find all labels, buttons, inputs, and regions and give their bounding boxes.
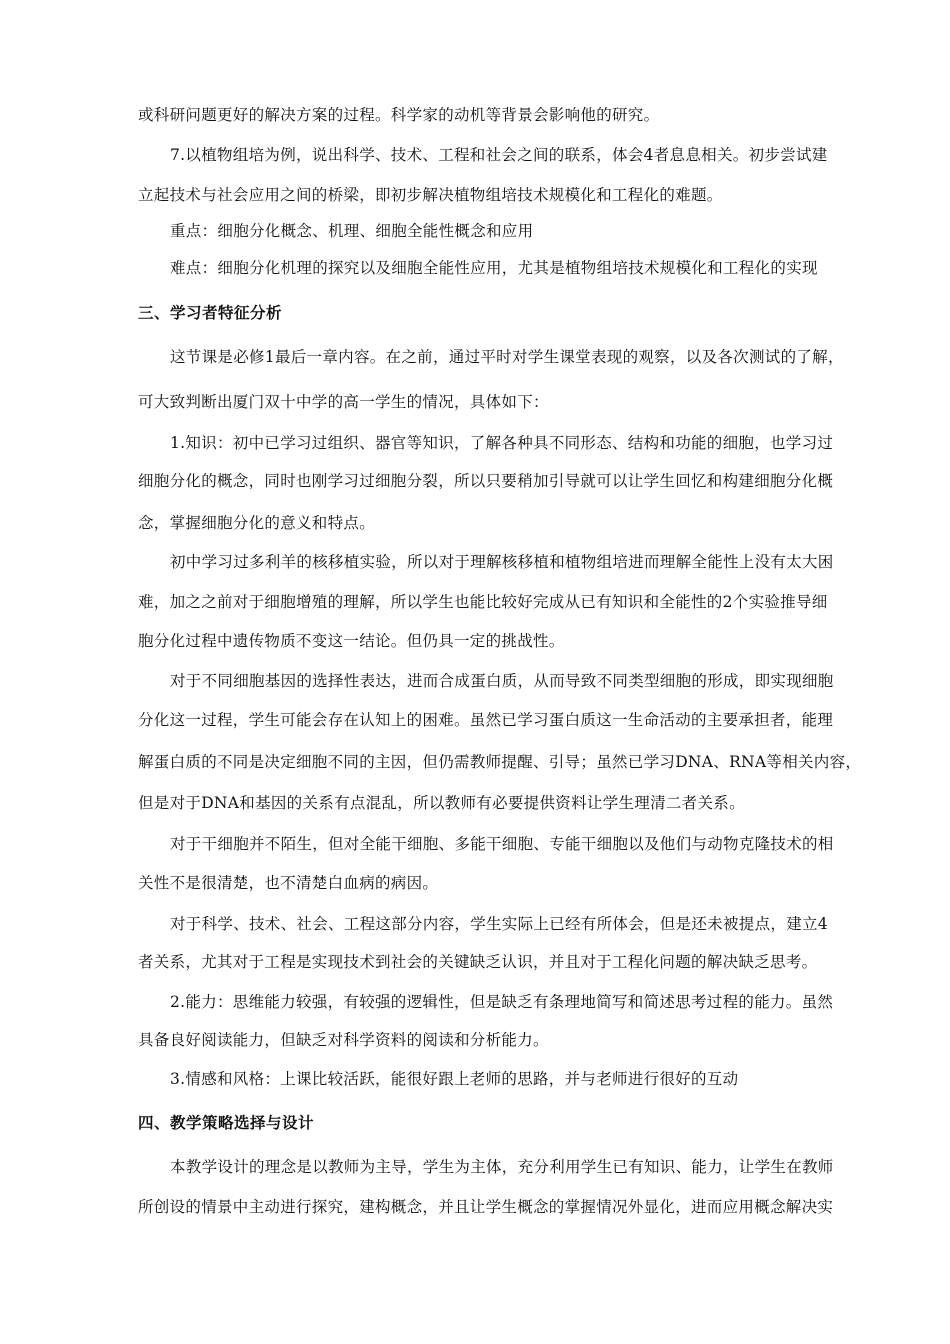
paragraph-line: 解蛋白质的不同是决定细胞不同的主因，但仍需教师提醒、引导；虽然已学习DNA、RNA等相关内容， [138,753,862,771]
paragraph-line: 对于科学、技术、社会、工程这部分内容，学生实际上已经有所体会，但是还未被提点，建立4 [170,915,828,933]
paragraph-line: 者关系，尤其对于工程是实现技术到社会的关键缺乏认识，并且对于工程化问题的解决缺乏思考。 [138,953,818,971]
paragraph-line: 立起技术与社会应用之间的桥梁，即初步解决植物组培技术规模化和工程化的难题。 [138,186,723,204]
key-points: 重点：细胞分化概念、机理、细胞全能性概念和应用 [170,222,534,240]
paragraph-line: 关性不是很清楚，也不清楚白血病的病因。 [138,874,439,892]
emotion-item: 3.情感和风格：上课比较活跃，能很好跟上老师的思路，并与老师进行很好的互动 [170,1070,739,1088]
ability-item: 2.能力：思维能力较强，有较强的逻辑性，但是缺乏有条理地简写和简述思考过程的能力。虽然 [170,993,834,1011]
paragraph-line: 分化这一过程，学生可能会存在认知上的困难。虽然已学习蛋白质这一生命活动的主要承担者，能理 [138,711,834,729]
paragraph-line: 所创设的情景中主动进行探究，建构概念，并且让学生概念的掌握情况外显化，进而应用概念解决实 [138,1198,834,1216]
paragraph-line: 初中学习过多利羊的核移植实验，所以对于理解核移植和植物组培进而理解全能性上没有太大困 [170,553,834,571]
paragraph-line: 难，加之之前对于细胞增殖的理解，所以学生也能比较好完成从已有知识和全能性的2个实验推导细 [138,593,828,611]
section-heading-3: 三、学习者特征分析 [138,304,283,322]
paragraph-line: 这节课是必修1最后一章内容。在之前，通过平时对学生课堂表现的观察，以及各次测试的了解， [170,348,844,366]
section-heading-4: 四、教学策略选择与设计 [138,1114,315,1132]
paragraph-line: 胞分化过程中遗传物质不变这一结论。但仍具一定的挑战性。 [138,632,565,650]
paragraph-line: 具备良好阅读能力，但缺乏对科学资料的阅读和分析能力。 [138,1031,549,1049]
paragraph-line: 可大致判断出厦门双十中学的高一学生的情况，具体如下： [138,393,549,411]
paragraph-line: 念，掌握细胞分化的意义和特点。 [138,514,376,532]
paragraph-line: 但是对于DNA和基因的关系有点混乱，所以教师有必要提供资料让学生理清二者关系。 [138,794,745,812]
paragraph-line: 细胞分化的概念，同时也刚学习过细胞分裂，所以只要稍加引导就可以让学生回忆和构建细胞分化概 [138,472,834,490]
paragraph-line: 本教学设计的理念是以教师为主导，学生为主体，充分利用学生已有知识、能力，让学生在教师 [170,1158,834,1176]
paragraph-line: 或科研问题更好的解决方案的过程。科学家的动机等背景会影响他的研究。 [138,106,660,124]
difficulties: 难点：细胞分化机理的探究以及细胞全能性应用，尤其是植物组培技术规模化和工程化的实现 [170,259,818,277]
paragraph-line: 对于不同细胞基因的选择性表达，进而合成蛋白质，从而导致不同类型细胞的形成，即实现细胞 [170,672,834,690]
paragraph-line: 对于干细胞并不陌生，但对全能干细胞、多能干细胞、专能干细胞以及他们与动物克隆技术的相 [170,835,834,853]
objective-item-7: 7.以植物组培为例，说出科学、技术、工程和社会之间的联系，体会4者息息相关。初步尝试建 [170,146,828,164]
knowledge-item: 1.知识：初中已学习过组织、器官等知识，了解各种具不同形态、结构和功能的细胞，也学习过 [170,434,834,452]
